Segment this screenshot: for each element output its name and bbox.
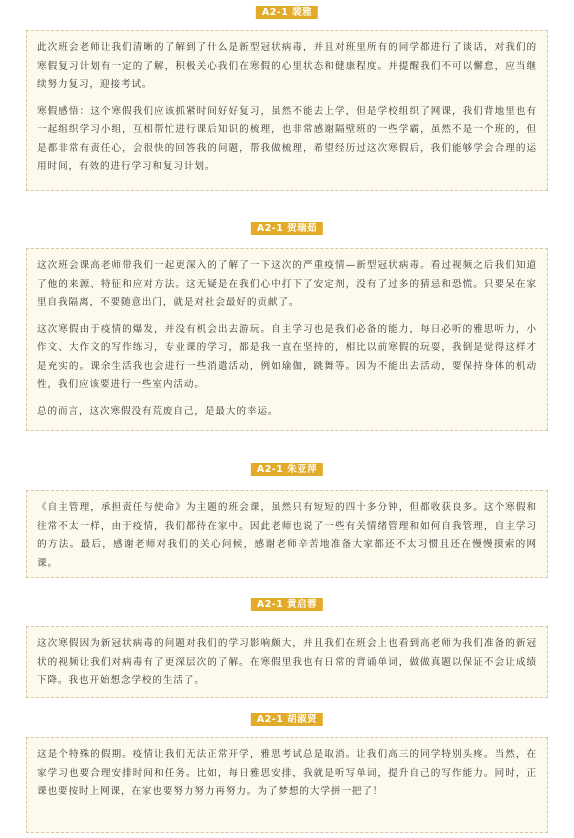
reflection-card xyxy=(26,737,548,833)
reflection-paragraph: 这次班会课高老师带我们一起更深入的了解了一下这次的严重疫情—新型冠状病毒。看过视频之后我们知道了他的来源、特征和应对方法。这无疑是在我们心中打下了安定剂，没有了过多的猜忌和恐慌。只要呆在家里自我隔离，不要随意出门，就是对社会最好的贡献了。 xyxy=(37,260,537,308)
student-name-tag: A2-1 裴雅 xyxy=(256,6,318,19)
reflection-paragraph: 这次寒假由于疫情的爆发，并没有机会出去游玩。自主学习也是我们必备的能力，每日必听的雅思听力，小作文、大作文的写作练习，专业课的学习，都是我一直在坚持的，相比以前寒假的玩耍，我倒是觉得这样才是充实的。课余生活我也会进行一些消遣活动，例如瑜伽，跳舞等。因为不能出去活动，要保持身体的机动性，我们应该要进行一些室内活动。 xyxy=(37,323,537,390)
reflection-paragraph: 总的而言，这次寒假没有荒废自己，是最大的幸运。 xyxy=(37,405,279,417)
reflection-paragraph: 寒假感悟：这个寒假我们应该抓紧时间好好复习，虽然不能去上学，但是学校组织了网课，我们背地里也有一起组织学习小组，互相帮忙进行课后知识的梳理，也非常感谢隔壁班的一些学霸，虽然不是一个班的，但是都非常有责任心，会很快的回答我的问题，帮我做梳理，希望经历过这次寒假后，我们能够学会合理的运用时间，有效的进行学习和复习计划。 xyxy=(37,105,537,172)
student-name-tag: A2-1 黄启蓉 xyxy=(251,598,323,611)
reflection-card xyxy=(26,248,548,431)
reflection-card xyxy=(26,490,548,578)
reflection-paragraph: 这次寒假因为新冠状病毒的问题对我们的学习影响颇大，并且我们在班会上也看到高老师为我们准备的新冠状的视频让我们对病毒有了更深层次的了解。在寒假里我也有日常的背诵单词，做做真题以保证不会让成绩下降。我也开始想念学校的生活了。 xyxy=(37,638,537,686)
reflection-paragraph: 此次班会老师让我们清晰的了解到了什么是新型冠状病毒，并且对班里所有的同学都进行了谈话，对我们的寒假复习计划有一定的了解，积极关心我们在寒假的心里状态和健康程度。并提醒我们不可以懈怠，应当继续努力复习，迎接考试。 xyxy=(37,42,537,90)
reflection-paragraph: 《自主管理，承担责任与使命》为主题的班会课，虽然只有短短的四十多分钟，但都收获良多。这个寒假和往常不太一样，由于疫情，我们都待在家中。因此老师也说了一些有关情绪管理和如何自我管理，自主学习的方法。最后，感谢老师对我们的关心问候，感谢老师辛苦地准备大家都还不太习惯且还在慢慢摸索的网课。 xyxy=(37,502,537,569)
reflection-paragraph: 这是个特殊的假期。疫情让我们无法正常开学，雅思考试总是取消。让我们高三的同学特别头疼。当然，在家学习也要合理安排时间和任务。比如，每日雅思安排，我就是听写单词，提升自己的写作能力。同时，正课也要按时上网课，在家也要努力努力再努力。为了梦想的大学拼一把了！ xyxy=(37,749,537,797)
student-name-tag: A2-1 朱亚萍 xyxy=(251,463,323,476)
reflection-card xyxy=(26,30,548,191)
student-name-tag: A2-1 胡淑贤 xyxy=(251,713,323,726)
student-name-tag: A2-1 贺瑞茹 xyxy=(251,222,323,235)
reflection-card xyxy=(26,626,548,698)
